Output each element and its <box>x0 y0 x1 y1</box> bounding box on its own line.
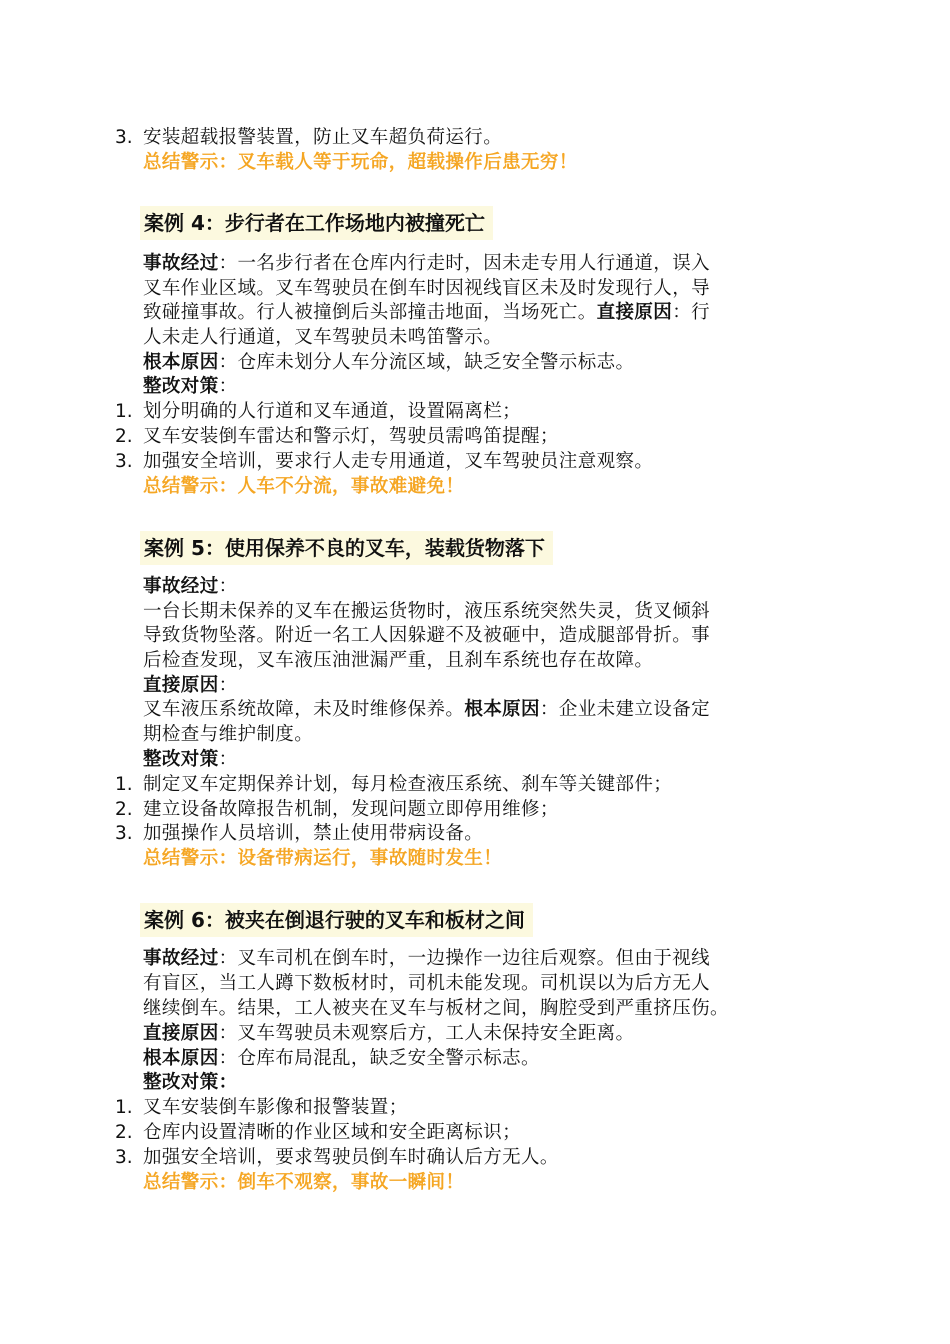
paragraph-line: 事故经过：一名步行者在仓库内行走时，因未走专用人行通道，误入 <box>143 253 711 274</box>
list-item: 叉车安装倒车影像和报警装置； <box>143 1097 408 1118</box>
list-item: 制定叉车定期保养计划，每月检查液压系统、刹车等关键部件； <box>143 774 673 795</box>
paragraph-line: 叉车液压系统故障，未及时维修保养。根本原因：企业未建立设备定 <box>143 699 711 720</box>
list-number: 3. <box>115 127 133 148</box>
label-process: 事故经过 <box>143 576 219 597</box>
paragraph-line: 事故经过： <box>143 576 238 597</box>
label-direct-cause: 直接原因 <box>596 302 673 323</box>
paragraph-line: 叉车作业区域。叉车驾驶员在倒车时因视线盲区未及时发现行人，导 <box>143 278 711 299</box>
paragraph-line: 致碰撞事故。行人被撞倒后头部撞击地面，当场死亡。直接原因：行 <box>143 302 711 323</box>
list-item: 加强安全培训，要求驾驶员倒车时确认后方无人。 <box>143 1147 559 1168</box>
list-item: 加强操作人员培训，禁止使用带病设备。 <box>143 823 484 844</box>
label-root-cause: 根本原因 <box>143 352 219 373</box>
paragraph-line: 继续倒车。结果，工人被夹在叉车与板材之间，胸腔受到严重挤压伤。 <box>143 998 729 1019</box>
list-number: 1. <box>115 774 133 795</box>
list-number: 3. <box>115 823 133 844</box>
summary-warning: 总结警示：倒车不观察，事故一瞬间！ <box>143 1172 465 1193</box>
label-root-cause: 根本原因 <box>143 1048 219 1069</box>
paragraph-line: 整改对策： <box>143 376 238 397</box>
list-number: 3. <box>115 451 133 472</box>
list-number: 2. <box>115 1122 133 1143</box>
paragraph-line: 根本原因：仓库未划分人车分流区域，缺乏安全警示标志。 <box>143 352 635 373</box>
label-process: 事故经过 <box>143 948 219 969</box>
case-heading: 案例 5：使用保养不良的叉车，装载货物落下 <box>140 531 553 565</box>
list-item: 建立设备故障报告机制，发现问题立即停用维修； <box>143 799 559 820</box>
list-item: 加强安全培训，要求行人走专用通道，叉车驾驶员注意观察。 <box>143 451 654 472</box>
paragraph-line: 直接原因：叉车驾驶员未观察后方，工人未保持安全距离。 <box>143 1023 635 1044</box>
label-direct-cause: 直接原因 <box>143 675 219 696</box>
summary-warning: 总结警示：设备带病运行，事故随时发生！ <box>143 848 503 869</box>
paragraph-line: 后检查发现，叉车液压油泄漏严重，且刹车系统也存在故障。 <box>143 650 654 671</box>
case-heading: 案例 4：步行者在工作场地内被撞死亡 <box>140 206 493 240</box>
label-root-cause: 根本原因 <box>464 699 540 720</box>
paragraph-line: 事故经过：叉车司机在倒车时，一边操作一边往后观察。但由于视线 <box>143 948 711 969</box>
list-number: 1. <box>115 1097 133 1118</box>
label-measures: 整改对策： <box>143 1072 238 1093</box>
case-heading: 案例 6：被夹在倒退行驶的叉车和板材之间 <box>140 903 533 937</box>
list-item: 叉车安装倒车雷达和警示灯，驾驶员需鸣笛提醒； <box>143 426 559 447</box>
paragraph-line: 直接原因： <box>143 675 238 696</box>
label-direct-cause: 直接原因 <box>143 1023 219 1044</box>
summary-warning: 总结警示：叉车载人等于玩命，超载操作后患无穷！ <box>143 152 578 173</box>
paragraph-line: 期检查与维护制度。 <box>143 724 314 745</box>
paragraph-line: 整改对策： <box>143 749 238 770</box>
list-number: 2. <box>115 426 133 447</box>
paragraph-line: 导致货物坠落。附近一名工人因躲避不及被砸中，造成腿部骨折。事 <box>143 625 711 646</box>
paragraph-line: 一台长期未保养的叉车在搬运货物时，液压系统突然失灵，货叉倾斜 <box>143 601 711 622</box>
summary-warning: 总结警示：人车不分流，事故难避免！ <box>143 476 465 497</box>
list-item: 划分明确的人行道和叉车通道，设置隔离栏； <box>143 401 522 422</box>
paragraph-line: 根本原因：仓库布局混乱，缺乏安全警示标志。 <box>143 1048 540 1069</box>
list-number: 2. <box>115 799 133 820</box>
list-number: 3. <box>115 1147 133 1168</box>
label-process: 事故经过 <box>143 253 219 274</box>
label-measures: 整改对策 <box>143 376 219 397</box>
list-number: 1. <box>115 401 133 422</box>
list-item: 仓库内设置清晰的作业区域和安全距离标识； <box>143 1122 522 1143</box>
list-item: 安装超载报警装置，防止叉车超负荷运行。 <box>143 127 503 148</box>
paragraph-line: 有盲区，当工人蹲下数板材时，司机未能发现。司机误以为后方无人 <box>143 973 711 994</box>
label-measures: 整改对策 <box>143 749 219 770</box>
paragraph-line: 人未走人行通道，叉车驾驶员未鸣笛警示。 <box>143 327 503 348</box>
